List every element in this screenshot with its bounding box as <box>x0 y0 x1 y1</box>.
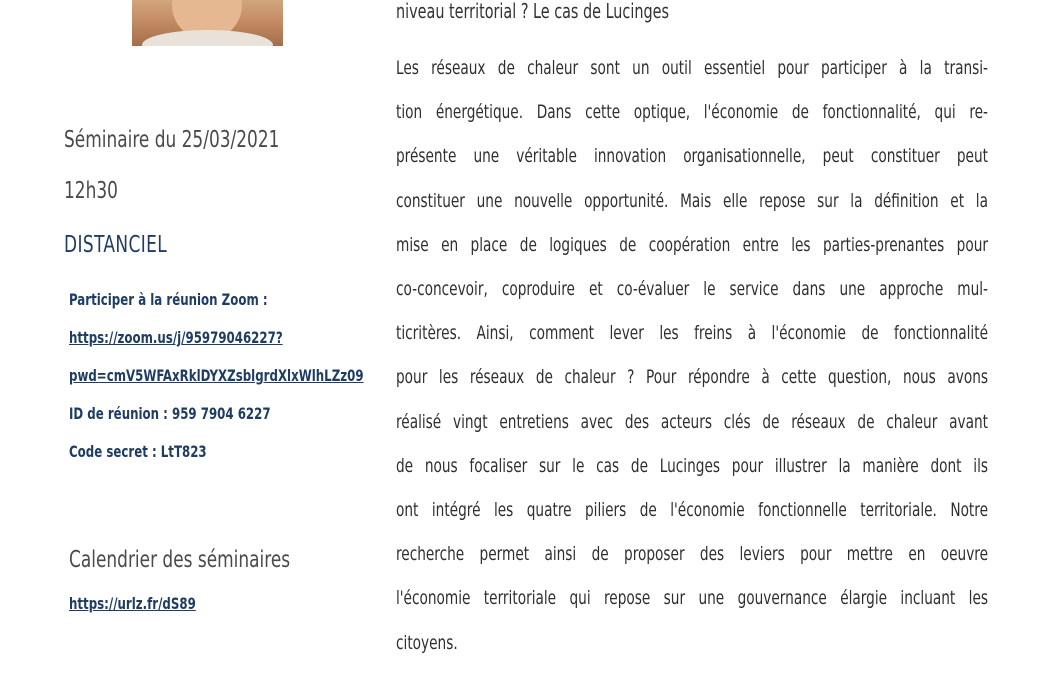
seminar-mode: DISTANCIEL <box>64 232 168 258</box>
abstract-line: ticritères. Ainsi, comment lever les freins à l'économie de fonctionnalité <box>396 322 988 345</box>
abstract-line: mise en place de logiques de coopération entre les parties-prenantes pour <box>396 233 988 256</box>
abstract-line: pour les réseaux de chaleur ? Pour répondre à cette question, nous avons <box>396 366 988 389</box>
zoom-join-label: Participer à la réunion Zoom : <box>69 290 268 309</box>
abstract-line: présente une véritable innovation organisationnelle, peut constituer peut <box>396 145 988 168</box>
abstract-line: Les réseaux de chaleur sont un outil essentiel pour participer à la transi- <box>396 57 988 79</box>
calendar-link[interactable]: https://urlz.fr/dS89 <box>69 594 196 613</box>
abstract-line: co-concevoir, coproduire et co-évaluer le service dans une approche mul- <box>396 278 988 300</box>
calendar-title: Calendrier des séminaires <box>69 547 291 573</box>
talk-title-tail: niveau territorial ? Le cas de Lucinges <box>396 0 669 23</box>
abstract-line: de nous focaliser sur le cas de Lucinges pour illustrer la manière dont ils <box>396 454 988 477</box>
seminar-info-column <box>0 0 380 675</box>
zoom-secret-code: Code secret : LtT823 <box>69 442 207 461</box>
abstract-line: citoyens. <box>396 631 458 654</box>
abstract-line: l'économie territoriale qui repose sur une gouvernance élargie incluant les <box>396 587 988 610</box>
zoom-link-part2[interactable]: pwd=cmV5WFAxRklDYXZsblgrdXlxWlhLZz09 <box>69 366 364 385</box>
zoom-link-part1[interactable]: https://zoom.us/j/95979046227? <box>69 328 283 347</box>
seminar-time: 12h30 <box>64 178 118 204</box>
abstract-line: recherche permet ainsi de proposer des leviers pour mettre en oeuvre <box>396 543 988 566</box>
abstract-line: réalisé vingt entretiens avec des acteurs clés de réseaux de chaleur avant <box>396 410 988 433</box>
seminar-date: Séminaire du 25/03/2021 <box>64 127 280 153</box>
abstract-line: ont intégré les quatre piliers de l'économie fonctionnelle territoriale. Notre <box>396 499 988 521</box>
zoom-meeting-id: ID de réunion : 959 7904 6227 <box>69 404 271 423</box>
abstract-line: tion énergétique. Dans cette optique, l'économie de fonctionnalité, qui re- <box>396 101 988 124</box>
abstract-line: constituer une nouvelle opportunité. Mais elle repose sur la définition et la <box>396 189 988 212</box>
